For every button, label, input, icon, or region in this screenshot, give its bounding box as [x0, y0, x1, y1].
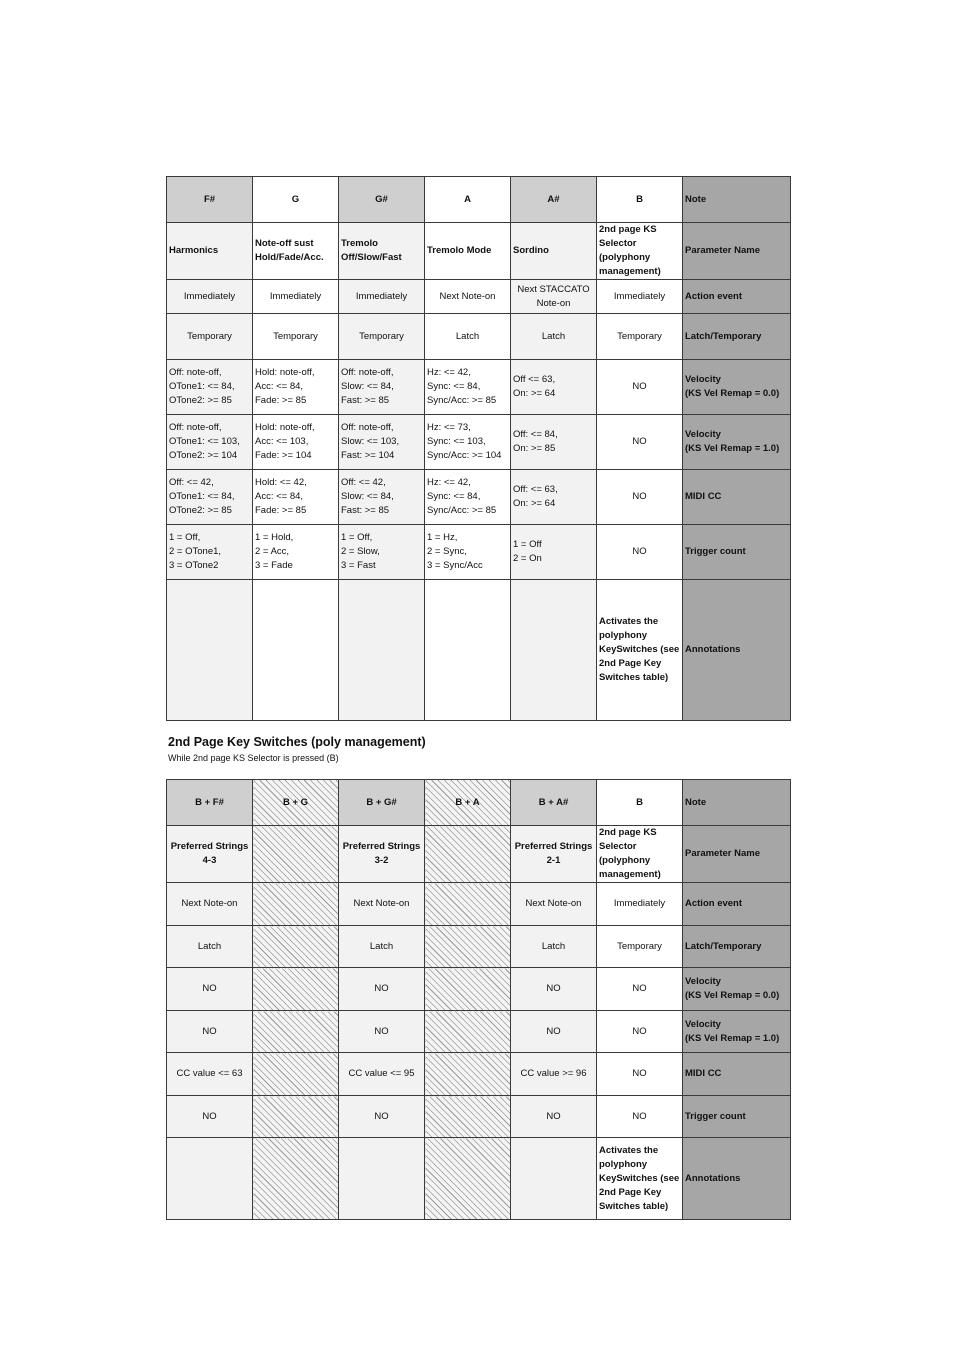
header-cell: F# [167, 177, 253, 223]
table-cell: Hz: <= 73, Sync: <= 103, Sync/Acc: >= 104 [425, 415, 511, 470]
table-cell: Preferred Strings 2-1 [511, 826, 597, 883]
header-cell: B + A [425, 780, 511, 826]
header-cell: B + A# [511, 780, 597, 826]
hatched-cell [253, 968, 339, 1011]
hatched-cell [425, 968, 511, 1011]
hatched-cell [425, 826, 511, 883]
table-cell: Next Note-on [425, 280, 511, 314]
section-title: 2nd Page Key Switches (poly management) [168, 735, 426, 749]
row-label: Annotations [683, 580, 791, 721]
row-label: Note [683, 177, 791, 223]
table-cell: Next Note-on [339, 883, 425, 926]
table-cell: NO [597, 1011, 683, 1053]
row-label: MIDI CC [683, 470, 791, 525]
table-row [167, 826, 791, 883]
table-cell: NO [167, 968, 253, 1011]
table-row [167, 470, 791, 525]
table-cell: Latch [511, 926, 597, 968]
row-label: Parameter Name [683, 223, 791, 280]
row-label: Latch/Temporary [683, 926, 791, 968]
table-cell [511, 580, 597, 721]
hatched-cell [425, 1096, 511, 1138]
hatched-cell [253, 826, 339, 883]
table-cell: Sordino [511, 223, 597, 280]
table-cell: NO [511, 1096, 597, 1138]
row-label: Latch/Temporary [683, 314, 791, 360]
table-cell: Latch [339, 926, 425, 968]
table-row [167, 525, 791, 580]
hatched-cell [253, 1096, 339, 1138]
table-cell: Immediately [167, 280, 253, 314]
hatched-cell [425, 1011, 511, 1053]
table-cell [253, 580, 339, 721]
table-cell: NO [167, 1096, 253, 1138]
header-cell: B [597, 177, 683, 223]
header-cell: A# [511, 177, 597, 223]
table-cell: Immediately [597, 883, 683, 926]
table-cell: Temporary [253, 314, 339, 360]
table-cell: Off: <= 42, OTone1: <= 84, OTone2: >= 85 [167, 470, 253, 525]
table-cell: Tremolo Mode [425, 223, 511, 280]
table-cell: Activates the polyphony KeySwitches (see 2nd Page Key Switches table) [597, 1138, 683, 1220]
table-row [167, 1053, 791, 1096]
table-cell: NO [597, 1053, 683, 1096]
row-label: Velocity (KS Vel Remap = 0.0) [683, 968, 791, 1011]
table-row [167, 1138, 791, 1220]
table-cell: Next STACCATO Note-on [511, 280, 597, 314]
table-cell: NO [597, 525, 683, 580]
header-cell: B + F# [167, 780, 253, 826]
table-cell: NO [339, 1096, 425, 1138]
table-cell: Off: <= 63, On: >= 64 [511, 470, 597, 525]
hatched-cell [253, 1011, 339, 1053]
section-subtitle: While 2nd page KS Selector is pressed (B) [168, 753, 339, 763]
table-cell: 1 = Hold, 2 = Acc, 3 = Fade [253, 525, 339, 580]
table-cell: Latch [167, 926, 253, 968]
table-cell: Temporary [597, 314, 683, 360]
row-label: Action event [683, 883, 791, 926]
keyswitch-table-2 [166, 779, 791, 1220]
table-cell: Off: <= 84, On: >= 85 [511, 415, 597, 470]
table-row [167, 883, 791, 926]
table-cell: 1 = Off, 2 = OTone1, 3 = OTone2 [167, 525, 253, 580]
table-row [167, 314, 791, 360]
table-cell: CC value >= 96 [511, 1053, 597, 1096]
row-label: Velocity (KS Vel Remap = 1.0) [683, 415, 791, 470]
table-cell: Immediately [253, 280, 339, 314]
table-row [167, 280, 791, 314]
table-cell: Off <= 63, On: >= 64 [511, 360, 597, 415]
table-cell: Hold: note-off, Acc: <= 84, Fade: >= 85 [253, 360, 339, 415]
table-cell: Immediately [597, 280, 683, 314]
table-cell: 1 = Off, 2 = Slow, 3 = Fast [339, 525, 425, 580]
table-cell: 2nd page KS Selector (polyphony management) [597, 826, 683, 883]
table-row [167, 223, 791, 280]
table-cell: Tremolo Off/Slow/Fast [339, 223, 425, 280]
table-cell: Next Note-on [511, 883, 597, 926]
table-cell: Hz: <= 42, Sync: <= 84, Sync/Acc: >= 85 [425, 360, 511, 415]
hatched-cell [253, 926, 339, 968]
table-row [167, 360, 791, 415]
table-cell: Off: note-off, Slow: <= 84, Fast: >= 85 [339, 360, 425, 415]
header-cell: B [597, 780, 683, 826]
table-cell [167, 580, 253, 721]
row-label: Velocity (KS Vel Remap = 1.0) [683, 1011, 791, 1053]
table-row [167, 1011, 791, 1053]
hatched-cell [425, 883, 511, 926]
header-cell: B + G [253, 780, 339, 826]
row-label: Velocity (KS Vel Remap = 0.0) [683, 360, 791, 415]
table-cell [425, 580, 511, 721]
row-label: MIDI CC [683, 1053, 791, 1096]
keyswitch-table-1 [166, 176, 791, 721]
hatched-cell [425, 926, 511, 968]
table-cell: CC value <= 95 [339, 1053, 425, 1096]
table-cell: Activates the polyphony KeySwitches (see 2nd Page Key Switches table) [597, 580, 683, 721]
table-cell: Off: note-off, Slow: <= 103, Fast: >= 104 [339, 415, 425, 470]
table-row [167, 968, 791, 1011]
header-cell: G [253, 177, 339, 223]
table-row [167, 1096, 791, 1138]
hatched-cell [253, 883, 339, 926]
table-cell: Preferred Strings 4-3 [167, 826, 253, 883]
row-label: Action event [683, 280, 791, 314]
table-cell: 1 = Off 2 = On [511, 525, 597, 580]
header-cell: B + G# [339, 780, 425, 826]
table-cell: Off: <= 42, Slow: <= 84, Fast: >= 85 [339, 470, 425, 525]
row-label: Trigger count [683, 1096, 791, 1138]
table-cell [167, 1138, 253, 1220]
table-cell: 2nd page KS Selector (polyphony management) [597, 223, 683, 280]
row-label: Parameter Name [683, 826, 791, 883]
table-cell: Temporary [167, 314, 253, 360]
table-cell: Off: note-off, OTone1: <= 84, OTone2: >= 85 [167, 360, 253, 415]
table-cell: NO [339, 968, 425, 1011]
table-cell: Harmonics [167, 223, 253, 280]
hatched-cell [425, 1053, 511, 1096]
table-row [167, 415, 791, 470]
table-cell: 1 = Hz, 2 = Sync, 3 = Sync/Acc [425, 525, 511, 580]
table-cell: Hold: <= 42, Acc: <= 84, Fade: >= 85 [253, 470, 339, 525]
table-cell: NO [511, 1011, 597, 1053]
header-row [167, 177, 791, 223]
table-cell: Hz: <= 42, Sync: <= 84, Sync/Acc: >= 85 [425, 470, 511, 525]
table-cell [339, 1138, 425, 1220]
table-cell: Temporary [339, 314, 425, 360]
table-cell: Preferred Strings 3-2 [339, 826, 425, 883]
header-row [167, 780, 791, 826]
table-cell: CC value <= 63 [167, 1053, 253, 1096]
table-cell: NO [511, 968, 597, 1011]
row-label: Note [683, 780, 791, 826]
table-cell: NO [597, 968, 683, 1011]
table-cell: NO [597, 470, 683, 525]
row-label: Annotations [683, 1138, 791, 1220]
hatched-cell [425, 1138, 511, 1220]
table-cell: NO [597, 1096, 683, 1138]
table-cell [511, 1138, 597, 1220]
table-cell: Latch [425, 314, 511, 360]
table-cell: NO [167, 1011, 253, 1053]
table-cell: NO [597, 360, 683, 415]
table-row [167, 580, 791, 721]
hatched-cell [253, 1138, 339, 1220]
table-cell: Latch [511, 314, 597, 360]
table-cell: Immediately [339, 280, 425, 314]
table-cell: Temporary [597, 926, 683, 968]
header-cell: G# [339, 177, 425, 223]
row-label: Trigger count [683, 525, 791, 580]
table-cell: NO [339, 1011, 425, 1053]
table-cell: Hold: note-off, Acc: <= 103, Fade: >= 104 [253, 415, 339, 470]
table-cell: Next Note-on [167, 883, 253, 926]
table-cell: NO [597, 415, 683, 470]
header-cell: A [425, 177, 511, 223]
table-cell: Off: note-off, OTone1: <= 103, OTone2: >= 104 [167, 415, 253, 470]
hatched-cell [253, 1053, 339, 1096]
table-cell [339, 580, 425, 721]
table-row [167, 926, 791, 968]
table-cell: Note-off sust Hold/Fade/Acc. [253, 223, 339, 280]
